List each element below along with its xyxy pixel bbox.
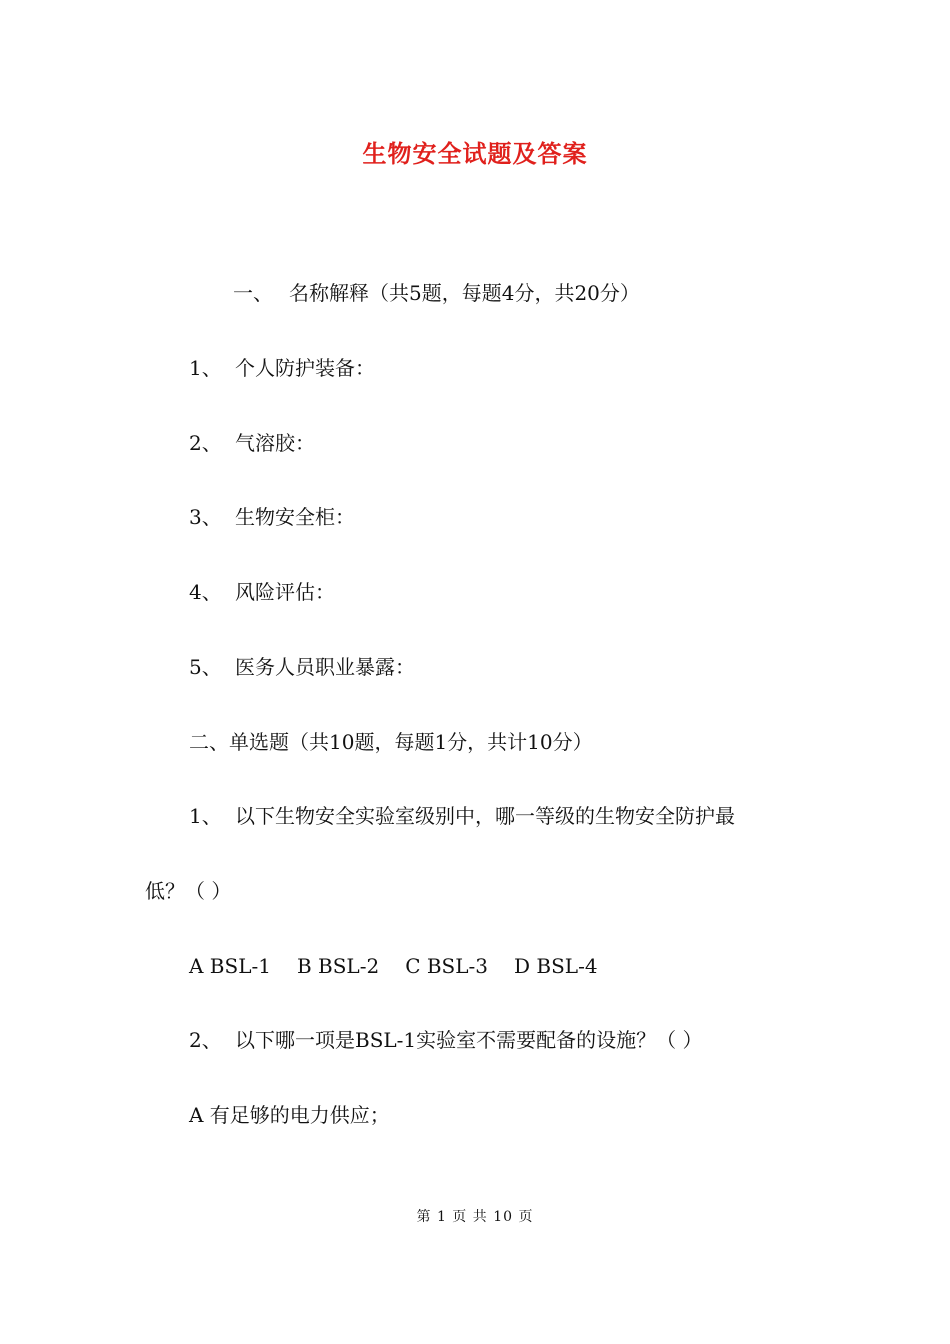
option-b: B BSL-2	[296, 954, 380, 978]
question-number: 1、	[189, 804, 222, 828]
section1-number: 一、	[233, 281, 273, 305]
item-text: 医务人员职业暴露：	[235, 655, 415, 679]
item-text: 气溶胶：	[235, 431, 315, 455]
section1-heading	[233, 279, 640, 307]
section1-item-3	[189, 503, 355, 531]
item-number: 4、	[189, 580, 222, 604]
section1-item-5	[189, 653, 415, 681]
question-text: 以下哪一项是BSL-1实验室不需要配备的设施？（ ）	[235, 1028, 703, 1052]
document-title: 生物安全试题及答案	[362, 139, 588, 168]
item-number: 2、	[189, 431, 222, 455]
question-2	[189, 1026, 703, 1054]
question-number: 2、	[189, 1028, 222, 1052]
item-number: 5、	[189, 655, 222, 679]
item-text: 生物安全柜：	[235, 505, 355, 529]
question-2-option-a: A 有足够的电力供应；	[189, 1103, 390, 1127]
question-1-options	[189, 952, 624, 980]
option-a: A BSL-1	[189, 954, 271, 978]
question-text: 以下生物安全实验室级别中，哪一等级的生物安全防护最	[235, 804, 735, 828]
item-text: 个人防护装备：	[235, 356, 375, 380]
item-text: 风险评估：	[235, 580, 335, 604]
option-d: D BSL-4	[514, 954, 598, 978]
section1-item-2	[189, 429, 315, 457]
item-number: 1、	[189, 356, 222, 380]
question-1-line1	[189, 802, 735, 830]
section1-item-1	[189, 354, 375, 382]
section1-heading-text: 名称解释（共5题，每题4分，共20分）	[289, 281, 640, 305]
section1-item-4	[189, 578, 335, 606]
section2-heading: 二、单选题（共10题，每题1分，共计10分）	[189, 730, 593, 754]
item-number: 3、	[189, 505, 222, 529]
page-footer: 第 1 页 共 10 页	[416, 1209, 534, 1225]
option-c: C BSL-3	[405, 954, 489, 978]
question-1-line2: 低？（ ）	[145, 879, 232, 903]
